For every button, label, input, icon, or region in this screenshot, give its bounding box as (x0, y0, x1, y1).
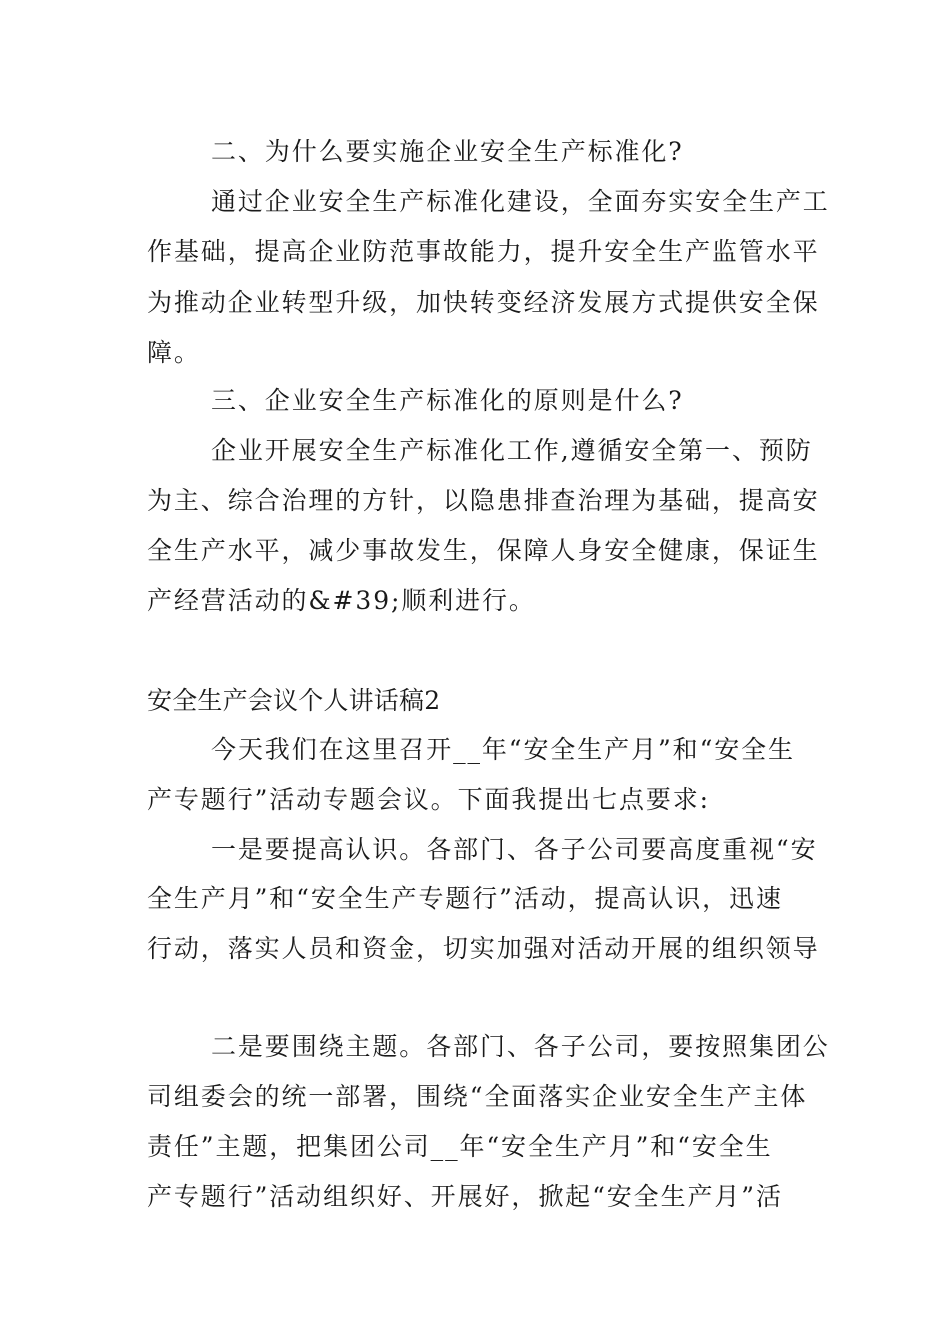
paragraph-line: 全生产月”和“安全生产专题行”活动，提高认识，迅速 (147, 884, 783, 913)
paragraph-line: 司组委会的统一部署，围绕“全面落实企业安全生产主体 (147, 1082, 808, 1111)
paragraph-line: 作基础，提高企业防范事故能力，提升安全生产监管水平 (147, 237, 820, 266)
paragraph-line: 一是要提高认识。各部门、各子公司要高度重视“安 (211, 835, 818, 864)
paragraph-line: 障。 (147, 338, 201, 367)
paragraph-line: 通过企业安全生产标准化建设，全面夯实安全生产工 (211, 187, 830, 216)
paragraph-line: 为推动企业转型升级，加快转变经济发展方式提供安全保 (147, 288, 820, 317)
paragraph-line: 产专题行”活动专题会议。下面我提出七点要求: (147, 785, 711, 814)
section-heading-three: 三、企业安全生产标准化的原则是什么? (211, 386, 684, 415)
paragraph-line: 为主、综合治理的方针，以隐患排查治理为基础，提高安 (147, 486, 820, 515)
paragraph-line: 今天我们在这里召开__年“安全生产月”和“安全生 (211, 735, 795, 764)
paragraph-line: 产专题行”活动组织好、开展好，掀起“安全生产月”活 (147, 1182, 783, 1211)
paragraph-line: 产经营活动的&#39;顺利进行。 (147, 586, 536, 615)
paragraph-line: 二是要围绕主题。各部门、各子公司，要按照集团公 (211, 1032, 830, 1061)
section-heading-two: 二、为什么要实施企业安全生产标准化? (211, 137, 684, 166)
paragraph-line: 全生产水平，减少事故发生，保障人身安全健康，保证生 (147, 536, 820, 565)
paragraph-line: 行动，落实人员和资金，切实加强对活动开展的组织领导 (147, 934, 820, 963)
paragraph-line: 责任”主题，把集团公司__年“安全生产月”和“安全生 (147, 1132, 773, 1161)
paragraph-line: 企业开展安全生产标准化工作,遵循安全第一、预防 (211, 436, 813, 465)
article-title: 安全生产会议个人讲话稿2 (147, 686, 441, 715)
